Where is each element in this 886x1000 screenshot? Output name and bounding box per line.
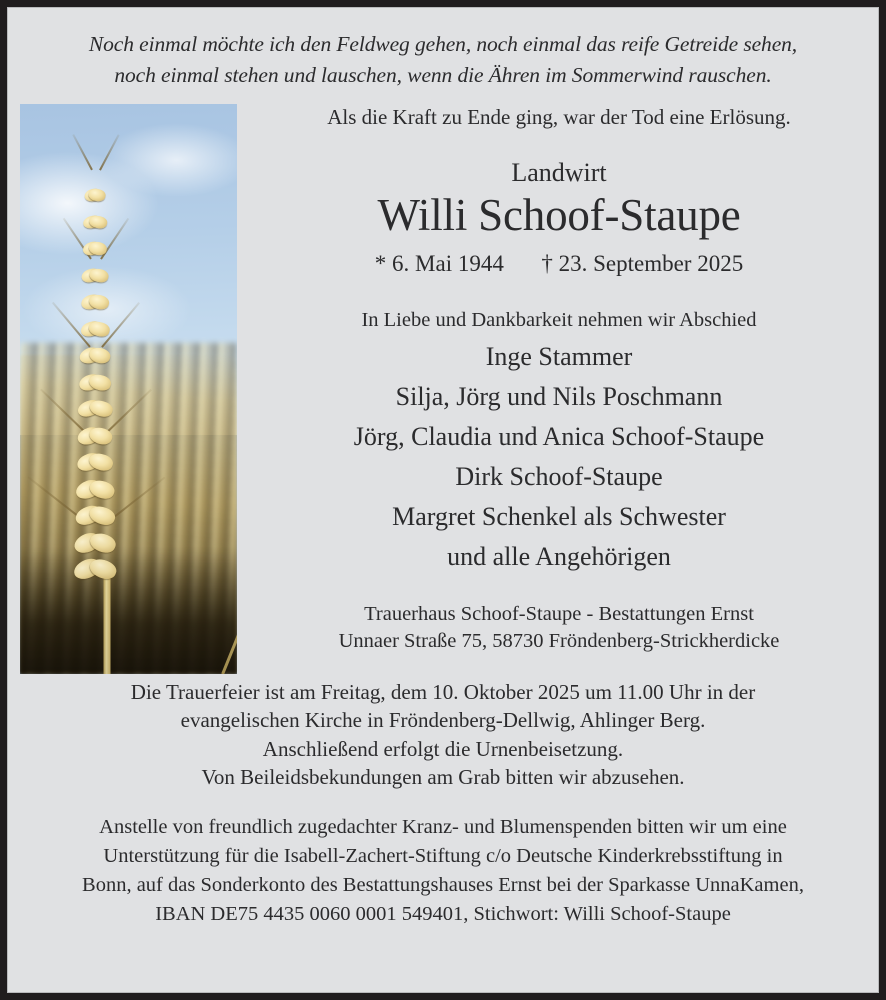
mourner-name: Jörg, Claudia und Anica Schoof-Staupe bbox=[353, 422, 765, 452]
wheat-photo bbox=[20, 104, 237, 674]
donation-line-2: Unterstützung für die Isabell-Zachert-Stiftung c/o Deutsche Kinderkrebsstiftung in bbox=[103, 844, 783, 867]
service-details bbox=[7, 678, 879, 792]
service-line-4: Von Beileidsbekundungen am Grab bitten wir abzusehen. bbox=[201, 765, 685, 790]
service-line-2: evangelischen Kirche in Fröndenberg-Dellwig, Ahlinger Berg. bbox=[180, 708, 706, 733]
mourner-name: Dirk Schoof-Staupe bbox=[455, 462, 663, 492]
donation-request bbox=[7, 813, 879, 929]
photo-vignette bbox=[20, 104, 237, 674]
deceased-name: Willi Schoof-Staupe bbox=[377, 189, 741, 240]
main-text-column bbox=[258, 104, 866, 655]
body-area bbox=[7, 104, 879, 655]
mourner-name: Margret Schenkel als Schwester bbox=[392, 502, 726, 532]
mourner-name: Silja, Jörg und Nils Poschmann bbox=[395, 382, 723, 412]
mourner-name: Inge Stammer bbox=[485, 342, 633, 372]
mourner-name: und alle Angehörigen bbox=[447, 542, 671, 572]
motto-line-1: Noch einmal möchte ich den Feldweg gehen, noch einmal das reife Getreide sehen, bbox=[88, 32, 798, 56]
death-symbol: † bbox=[541, 251, 553, 277]
donation-line-3: Bonn, auf das Sonderkonto des Bestattungshauses Ernst bei der Sparkasse UnnaKamen, bbox=[82, 873, 804, 896]
funeral-home-street: Unnaer Straße 75, 58730 Fröndenberg-Strickherdicke bbox=[338, 630, 780, 653]
life-dates bbox=[258, 250, 860, 278]
farewell-intro: In Liebe und Dankbarkeit nehmen wir Abschied bbox=[361, 308, 757, 331]
motto-quote bbox=[7, 7, 879, 90]
birth-symbol: * bbox=[374, 251, 387, 277]
service-line-1: Die Trauerfeier ist am Freitag, dem 10. Oktober 2025 um 11.00 Uhr in der bbox=[130, 679, 756, 704]
death-date: 23. September 2025 bbox=[558, 251, 744, 277]
birth-date: 6. Mai 1944 bbox=[392, 251, 504, 277]
lead-sentence: Als die Kraft zu Ende ging, war der Tod eine Erlösung. bbox=[327, 105, 791, 130]
funeral-home-name: Trauerhaus Schoof-Staupe - Bestattungen Ernst bbox=[364, 603, 754, 626]
mourners-list bbox=[258, 337, 860, 577]
motto-line-2: noch einmal stehen und lauschen, wenn die Ähren im Sommerwind rauschen. bbox=[114, 62, 772, 87]
donation-line-1: Anstelle von freundlich zugedachter Kranz- und Blumenspenden bitten wir um eine bbox=[99, 815, 787, 838]
profession-label: Landwirt bbox=[511, 158, 607, 188]
funeral-home-address bbox=[258, 601, 860, 655]
donation-iban-line: IBAN DE75 4435 0060 0001 549401, Stichwort: Willi Schoof-Staupe bbox=[155, 903, 731, 926]
service-line-3: Anschließend erfolgt die Urnenbeisetzung. bbox=[262, 736, 624, 761]
